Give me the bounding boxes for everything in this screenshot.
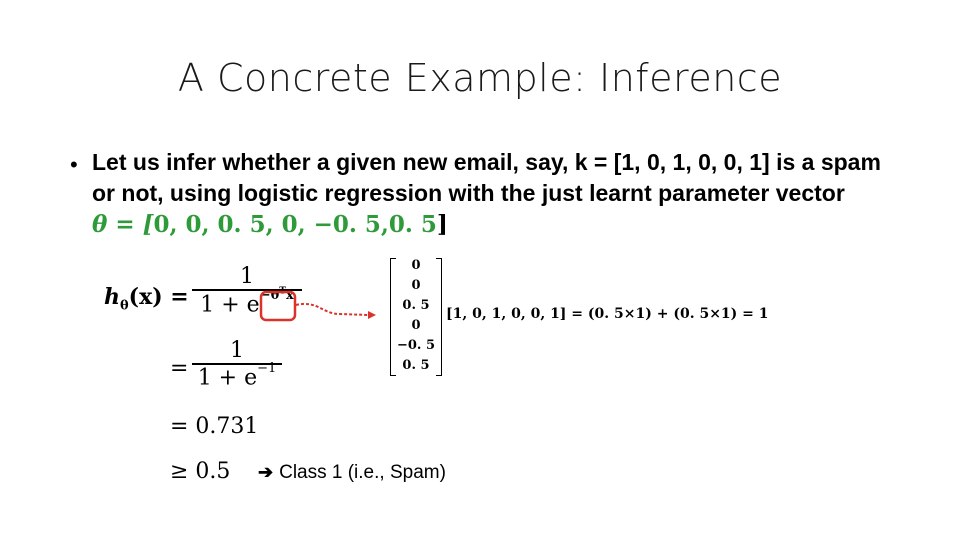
vector-right-bracket — [436, 258, 442, 376]
vector-cell: 0 — [411, 278, 421, 293]
h-argument: (x) = — [128, 284, 189, 310]
vector-cell: −0. 5 — [396, 338, 436, 353]
theta-x-highlight-box — [261, 292, 295, 320]
highlight-arrow-line — [296, 304, 368, 315]
vector-cell: 0. 5 — [402, 298, 430, 313]
theta-lhs: θ = [ — [92, 211, 154, 238]
right-arrow-icon: ➔ — [258, 462, 274, 482]
dot-product-computation: [1, 0, 1, 0, 0, 1] = (0. 5×1) + (0. 5×1) = 1 — [446, 306, 769, 322]
fraction-2-numerator: 1 — [230, 338, 244, 363]
theta-values: 0, 0, 0. 5, 0, −0. 5,0. 5 — [153, 211, 437, 238]
fraction-1-den-base: 1 + e — [200, 292, 260, 318]
fraction-2-denominator — [192, 361, 282, 391]
theta-close: ] — [436, 211, 448, 238]
fraction-1-exp-x: x — [285, 288, 294, 304]
classification-label: Class 1 (i.e., Spam) — [279, 462, 446, 483]
h-symbol: h — [104, 284, 120, 310]
fraction-1-exp-theta: −θ — [259, 288, 280, 304]
highlight-arrow-head — [368, 311, 376, 319]
result-value: = 0.731 — [170, 414, 259, 439]
threshold-comparison: ≥ 0.5 — [170, 459, 231, 484]
equals-sign-2: = — [170, 356, 189, 381]
theta-column-vector — [390, 256, 442, 376]
fraction-2-exponent: −1 — [257, 361, 277, 376]
slide-title: A Concrete Example: Inference — [177, 56, 783, 100]
fraction-evaluated — [192, 338, 282, 390]
fraction-1-exponent: −θTx — [259, 287, 294, 304]
bullet-point-icon: • — [70, 152, 78, 177]
vector-cell: 0 — [411, 318, 421, 333]
classification-result — [258, 462, 446, 484]
vector-cell: 0. 5 — [402, 358, 430, 373]
fraction-2-den-base: 1 + e — [197, 365, 258, 391]
vector-cells — [390, 256, 442, 376]
bullet-line-2: or not, using logistic regression with the just learnt parameter vector — [92, 180, 845, 206]
vector-left-bracket — [390, 258, 396, 376]
vector-cell: 0 — [411, 258, 421, 273]
h-subscript: θ — [120, 298, 129, 314]
fraction-1-numerator: 1 — [240, 264, 254, 289]
bullet-line-1: Let us infer whether a given new email, say, k = [1, 0, 1, 0, 0, 1] is a spam — [92, 149, 881, 175]
